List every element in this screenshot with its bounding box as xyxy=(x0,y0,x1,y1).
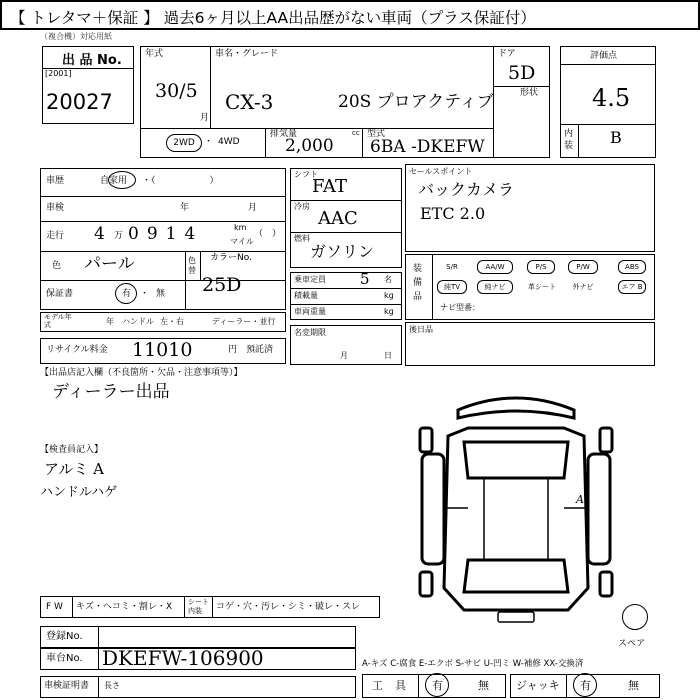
registration-box xyxy=(40,626,356,648)
chassis-value: DKEFW-106900 xyxy=(102,646,264,670)
name-change-day: 日 xyxy=(384,351,392,360)
jack-no: 無 xyxy=(628,679,639,692)
legend: A-キズ C-腐食 E-エクボ S-サビ U-凹ミ W-補修 XX-交換済 xyxy=(362,659,584,669)
equipment-label: 装備品 xyxy=(413,264,423,302)
load-unit: kg xyxy=(384,291,394,300)
registration-label: 登録No. xyxy=(46,631,83,642)
interior-label: 内装 xyxy=(564,129,574,151)
aircon-label: 冷房 xyxy=(294,202,310,211)
weight-label: 車両重量 xyxy=(294,307,326,316)
seat-items: コゲ・穴・汚レ・シミ・破レ・スレ xyxy=(216,602,361,612)
history-rest: ・（ ） xyxy=(142,176,219,186)
navi-model-label: ナビ型番： xyxy=(440,303,480,312)
doors-value: 5D xyxy=(508,62,536,84)
doors-label: ドア xyxy=(498,49,516,59)
model-label: 車名・グレード xyxy=(215,49,279,59)
tools-no: 無 xyxy=(478,679,489,692)
notes-value: ディーラー出品 xyxy=(52,382,170,402)
jack-circle xyxy=(573,673,597,697)
drive-dot: ・ xyxy=(204,137,214,147)
lot-number: 20027 xyxy=(46,90,113,114)
warranty-no: 無 xyxy=(156,289,166,299)
jack-yes: 有 xyxy=(580,679,591,692)
displacement-label: 排気量 xyxy=(270,129,298,139)
name-change-month: 月 xyxy=(340,351,348,360)
year-unit: 月 xyxy=(200,113,210,123)
cut-top-text: （複合機）対応用紙 xyxy=(40,32,112,41)
inspector-line2: ハンドルハゲ xyxy=(40,485,118,500)
recycle-unit: 円 xyxy=(228,345,238,355)
capacity-unit: 名 xyxy=(384,275,392,284)
model-year-label: モデル年式 xyxy=(44,313,72,329)
dealer-label: ディーラー・並行 xyxy=(212,317,276,326)
handle-value: 左・右 xyxy=(160,317,184,326)
model-grade: 20S プロアクティブ xyxy=(338,92,494,112)
equip-ps: P/S xyxy=(527,260,555,274)
history-circle xyxy=(108,171,136,189)
mileage-ten-thousand: 4 xyxy=(94,224,105,244)
capacity-label: 乗車定員 xyxy=(294,275,326,284)
inspection-year: 年 xyxy=(180,203,190,213)
cert-length: 長さ xyxy=(104,681,120,690)
color-label: 色 xyxy=(52,261,62,271)
mileage-man: 万 xyxy=(114,231,124,241)
year-label: 年式 xyxy=(145,49,164,59)
warranty-yes: 有 xyxy=(122,289,132,299)
fuel-label: 燃料 xyxy=(294,234,310,243)
displacement-value: 2,000 xyxy=(285,136,334,156)
handle-label: ハンドル xyxy=(122,317,154,326)
history-label: 車歴 xyxy=(46,176,65,186)
later-items-box xyxy=(405,322,655,366)
score-value: 4.5 xyxy=(592,84,631,112)
score-label: 評価点 xyxy=(590,51,618,61)
car-diagram xyxy=(418,388,614,624)
weight-unit: kg xyxy=(384,307,394,316)
equip-navi: 純ナビ xyxy=(477,280,513,294)
equip-airbag: エア B xyxy=(618,280,646,294)
equip-abs: ABS xyxy=(618,260,646,274)
seat-label: シート内装 xyxy=(188,598,209,615)
drive-2wd: 2WD xyxy=(166,134,202,152)
mileage-value: 0914 xyxy=(128,224,204,244)
recycle-label: リサイクル料金 xyxy=(46,345,108,355)
inspection-month: 月 xyxy=(248,203,258,213)
model-year-unit: 年 xyxy=(106,317,114,326)
inspector-header: 【検査員記入】 xyxy=(40,445,104,455)
fw-items: キズ・ヘコミ・割レ・X xyxy=(76,602,172,612)
later-items-label: 後日品 xyxy=(409,325,433,334)
sales-point-label: セールスポイント xyxy=(409,167,473,176)
mileage-unit-km: km xyxy=(234,223,247,232)
warranty-label: 保証書 xyxy=(46,289,74,299)
interior-value: B xyxy=(610,128,622,147)
recycle-value: 11010 xyxy=(132,339,193,361)
diagram-mark: A1 xyxy=(576,493,591,506)
warranty-circle xyxy=(115,283,137,304)
displacement-unit: cc xyxy=(352,129,360,137)
type-label: 型式 xyxy=(367,129,386,139)
mileage-label: 走行 xyxy=(46,231,65,241)
equip-aaw: AA/W xyxy=(477,260,513,274)
inspector-line1: アルミ A xyxy=(44,460,105,478)
tools-label: 工具 xyxy=(372,679,418,692)
jack-label: ジャッキ xyxy=(516,679,560,692)
aircon-value: AAC xyxy=(318,208,358,229)
fuel-value: ガソリン xyxy=(310,242,375,261)
equip-ext-navi: 外ナビ xyxy=(568,280,598,294)
equip-pw: P/W xyxy=(568,260,598,274)
type-value: 6BA -DKEFW xyxy=(370,137,485,157)
banner-text: 【 トレタマ＋保証 】 過去6ヶ月以上AA出品歴がない車両（プラス保証付） xyxy=(10,9,536,27)
sales-point-line2: ETC 2.0 xyxy=(420,204,486,223)
spare-label: スペア xyxy=(618,639,646,649)
drive-4wd: 4WD xyxy=(218,137,240,147)
mileage-unit-mile: マイル xyxy=(230,237,254,246)
tools-yes: 有 xyxy=(432,679,443,692)
model-name: CX-3 xyxy=(225,90,274,114)
notes-header: 【出品店記入欄（不良箇所・欠品・注意事項等）】 xyxy=(40,368,243,378)
year-value: 30/5 xyxy=(155,80,198,102)
name-change-label: 名変期限 xyxy=(294,328,326,337)
fw-label: F W xyxy=(46,602,63,612)
spare-circle xyxy=(622,604,648,630)
color-value: パール xyxy=(84,254,135,274)
inspection-label: 車検 xyxy=(46,203,65,213)
equip-tv: 純TV xyxy=(437,280,467,294)
sales-point-line1: バックカメラ xyxy=(418,180,515,199)
chassis-label: 車台No. xyxy=(46,653,83,664)
lot-year-tag: [2001] xyxy=(45,69,72,78)
capacity-value: 5 xyxy=(360,270,370,288)
equip-sr: S/R xyxy=(437,260,467,274)
mileage-paren: （ ） xyxy=(254,229,282,239)
load-label: 積載量 xyxy=(294,291,318,300)
color-no-label: カラーNo. xyxy=(210,253,252,263)
shift-label: シフト xyxy=(294,170,318,179)
history-value: 自家用 xyxy=(100,176,128,186)
shift-value: FAT xyxy=(312,176,347,197)
shape-label: 形状 xyxy=(520,88,539,98)
cert-label: 車検証明書 xyxy=(44,681,90,691)
recycle-deposit: 預託済 xyxy=(246,345,274,355)
warranty-dot: ・ xyxy=(140,289,150,299)
lot-label: 出 品 No. xyxy=(62,53,122,68)
color-replace-label: 色替 xyxy=(188,256,196,275)
tools-circle xyxy=(425,673,449,697)
equip-leather: 革シート xyxy=(525,280,559,294)
color-no-value: 25D xyxy=(202,274,242,296)
